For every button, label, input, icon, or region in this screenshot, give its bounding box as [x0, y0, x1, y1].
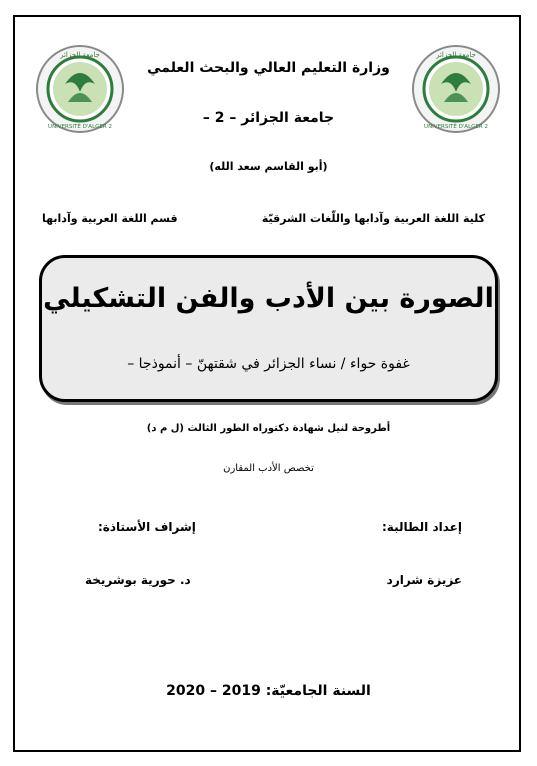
svg-text:UNIVERSITÉ D'ALGER 2: UNIVERSITÉ D'ALGER 2: [424, 124, 488, 130]
prepared-by-label: إعداد الطالبة:: [382, 520, 462, 534]
title-box: [39, 255, 498, 402]
thesis-statement: أطروحة لنيل شهادة دكتوراه الطور الثالث (ل م د): [146, 423, 391, 434]
supervised-by-label: إشراف الأستاذة:: [98, 520, 196, 534]
thesis-title: الصورة بين الأدب والفن التشكيلي: [43, 283, 494, 314]
faculty-name: كلية اللغة العربية وآدابها واللّغات الشرقيّة: [261, 212, 485, 225]
ministry-name: وزارة التعليم العالي والبحث العلمي: [147, 60, 390, 76]
specialty: تخصص الأدب المقارن: [223, 463, 314, 474]
svg-text:جامعة الجزائر: جامعة الجزائر: [436, 51, 476, 59]
thesis-subtitle: غفوة حواء / نساء الجزائر في شقتهنّ – أنموذجا –: [127, 356, 410, 372]
student-name: عزيزة شرارد: [386, 573, 462, 587]
department-name: قسم اللغة العربية وآدابها: [42, 212, 178, 225]
university-name: جامعة الجزائر – 2 –: [202, 110, 335, 126]
svg-text:UNIVERSITÉ D'ALGER 2: UNIVERSITÉ D'ALGER 2: [48, 124, 112, 130]
supervisor-name: د. حورية بوشريخة: [85, 573, 191, 587]
university-founder: (أبو القاسم سعد الله): [209, 160, 328, 173]
svg-text:جامعة الجزائر: جامعة الجزائر: [60, 51, 100, 59]
academic-year: السنة الجامعيّة: 2019 – 2020: [166, 683, 371, 699]
